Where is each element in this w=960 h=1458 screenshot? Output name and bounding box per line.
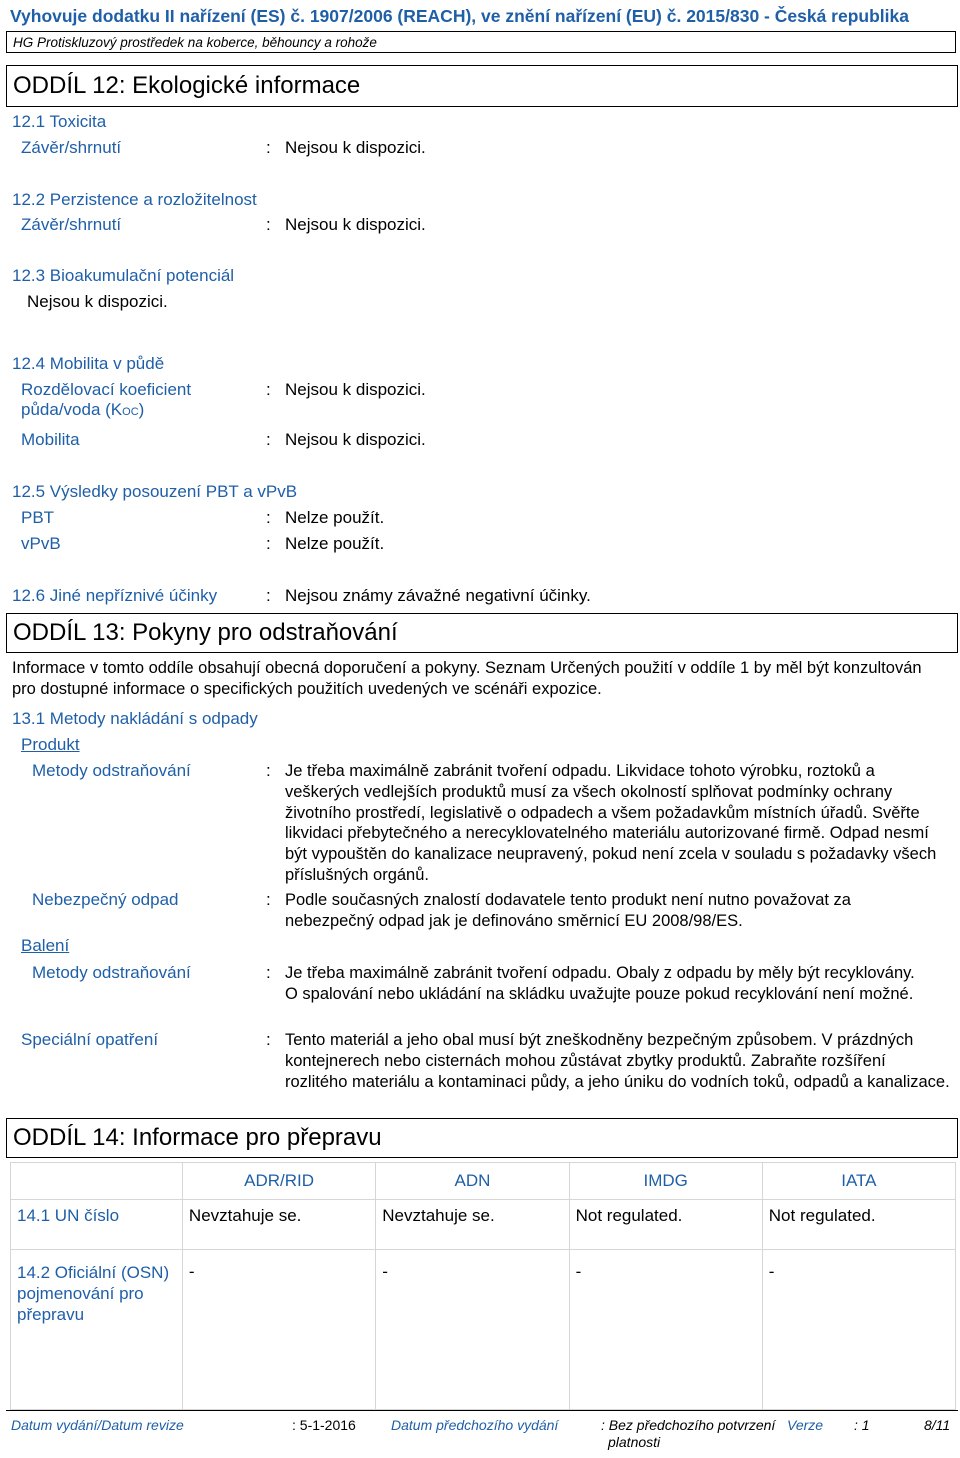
- table-header-empty: [11, 1163, 183, 1200]
- row-header: 14.1 UN číslo: [11, 1200, 183, 1250]
- document-header-title: Vyhovuje dodatku II nařízení (ES) č. 1907/2006 (REACH), ve znění nařízení (EU) č. 2015/830 - Česká republika: [10, 6, 909, 26]
- toxicity-summary-label: Závěr/shrnutí: [21, 138, 122, 157]
- table-cell: -: [762, 1250, 955, 1410]
- packaging-heading: Balení: [21, 936, 70, 955]
- special-precautions-value: Tento materiál a jeho obal musí být zneškodněny bezpečným způsobem. V prázdných kontejnerech nebo cisternách mohou zůstávat zbytky produktů. Zabraňte rozšíření rozlitého materiálu a kontaminaci půdy, a jeho úniku do vodních toků, odpadů a kanalizace.: [285, 1031, 950, 1091]
- previous-issue-label: Datum předchozího vydání: [391, 1417, 559, 1433]
- disposal-methods-label: Metody odstraňování: [32, 761, 191, 780]
- subsection-12-5-title: 12.5 Výsledky posouzení PBT a vPvB: [12, 482, 298, 501]
- pbt-label: PBT: [21, 508, 55, 527]
- bioaccumulation-value: Nejsou k dispozici.: [27, 292, 168, 311]
- mobility-value: Nejsou k dispozici.: [285, 430, 426, 449]
- vpvb-label: vPvB: [21, 534, 61, 553]
- packaging-disposal-methods-value: Je třeba maximálně zabránit tvoření odpadu. Obaly z odpadu by měly být recyklovány. O spalování nebo ukládání na skládku uvažujte pouze pokud recyklování není možné.: [285, 964, 915, 1003]
- hazardous-waste-label: Nebezpečný odpad: [32, 890, 179, 909]
- packaging-disposal-methods-label: Metody odstraňování: [32, 963, 191, 982]
- column-header: IMDG: [569, 1163, 762, 1200]
- table-cell: -: [182, 1250, 375, 1410]
- transport-table: [10, 1162, 956, 1410]
- colon: :: [266, 534, 271, 553]
- subsection-12-2-title: 12.2 Perzistence a rozložitelnost: [12, 190, 257, 209]
- column-header: ADR/RID: [182, 1163, 375, 1200]
- section-13-intro: Informace v tomto oddíle obsahují obecná doporučení a pokyny. Seznam Určených použití v oddíle 1 by měl být konzultován pro dostupné informace o specifických použitích uvedených ve scénáři expozice.: [12, 659, 922, 698]
- subsection-12-4-title: 12.4 Mobilita v půdě: [12, 354, 165, 373]
- pbt-value: Nelze použít.: [285, 508, 385, 527]
- version-value: : 1: [854, 1417, 870, 1433]
- row-header: 14.2 Oficiální (OSN) pojmenování pro přepravu: [11, 1250, 183, 1410]
- table-cell: Nevztahuje se.: [182, 1200, 375, 1250]
- special-precautions-label: Speciální opatření: [21, 1030, 159, 1049]
- table-cell: -: [569, 1250, 762, 1410]
- issue-date-value: : 5-1-2016: [292, 1417, 356, 1433]
- page-number: 8/11: [924, 1417, 951, 1433]
- partition-coefficient-label-line2: půda/voda (KOC): [21, 400, 145, 419]
- partition-coefficient-value: Nejsou k dispozici.: [285, 380, 426, 399]
- section-14-heading: ODDÍL 14: Informace pro přepravu: [6, 1118, 958, 1158]
- column-header: IATA: [762, 1163, 955, 1200]
- persistence-summary-value: Nejsou k dispozici.: [285, 215, 426, 234]
- column-header: ADN: [376, 1163, 569, 1200]
- table-header-row: [11, 1163, 956, 1200]
- colon: :: [266, 586, 271, 605]
- table-cell: Not regulated.: [762, 1200, 955, 1250]
- table-cell: Not regulated.: [569, 1200, 762, 1250]
- toxicity-summary-value: Nejsou k dispozici.: [285, 138, 426, 157]
- table-row: [11, 1250, 956, 1410]
- colon: :: [266, 1030, 271, 1049]
- page-footer: [6, 1410, 958, 1457]
- subsection-13-1-title: 13.1 Metody nakládání s odpady: [12, 709, 258, 728]
- product-heading: Produkt: [21, 735, 80, 754]
- product-name: HG Protiskluzový prostředek na koberce, běhouncy a rohože: [6, 31, 956, 53]
- colon: :: [266, 215, 271, 234]
- colon: :: [266, 138, 271, 157]
- table-cell: Nevztahuje se.: [376, 1200, 569, 1250]
- other-effects-value: Nejsou známy závažné negativní účinky.: [285, 586, 591, 605]
- subsection-12-1-title: 12.1 Toxicita: [12, 112, 107, 131]
- colon: :: [266, 761, 271, 780]
- subsection-12-6-title: 12.6 Jiné nepříznivé účinky: [12, 586, 218, 605]
- colon: :: [266, 963, 271, 982]
- section-12-heading: ODDÍL 12: Ekologické informace: [6, 65, 958, 107]
- colon: :: [266, 380, 271, 399]
- persistence-summary-label: Závěr/shrnutí: [21, 215, 122, 234]
- partition-coefficient-label: Rozdělovací koeficient: [21, 380, 192, 399]
- colon: :: [266, 430, 271, 449]
- subsection-12-3-title: 12.3 Bioakumulační potenciál: [12, 266, 235, 285]
- mobility-label: Mobilita: [21, 430, 80, 449]
- section-13-heading: ODDÍL 13: Pokyny pro odstraňování: [6, 613, 958, 653]
- hazardous-waste-value: Podle současných znalostí dodavatele tento produkt není nutno považovat za nebezpečný odpad jak je definováno směrnicí EU 2008/98/ES.: [285, 891, 851, 930]
- issue-date-label: Datum vydání/Datum revize: [11, 1417, 184, 1433]
- colon: :: [266, 890, 271, 909]
- previous-issue-value: : Bez předchozího potvrzení: [601, 1417, 776, 1433]
- vpvb-value: Nelze použít.: [285, 534, 385, 553]
- table-cell: -: [376, 1250, 569, 1410]
- version-label: Verze: [787, 1417, 824, 1433]
- colon: :: [266, 508, 271, 527]
- disposal-methods-value: Je třeba maximálně zabránit tvoření odpadu. Likvidace tohoto výrobku, roztoků a veškerých vedlejších produktů musí za všech okolností splňovat podmínky ochrany životního prostředí, legislativě o odpadech a všem požadavkům místních úřadů. Svěřte likvidaci přebytečného a nerecyklovatelného materiálu autorizované firmě. Odpad nesmí být vypouštěn do kanalizace neupravený, pokud není zcela v souladu s požadavky všech příslušných orgánů.: [285, 762, 937, 884]
- table-row: [11, 1200, 956, 1250]
- previous-issue-value-line2: platnosti: [608, 1434, 661, 1450]
